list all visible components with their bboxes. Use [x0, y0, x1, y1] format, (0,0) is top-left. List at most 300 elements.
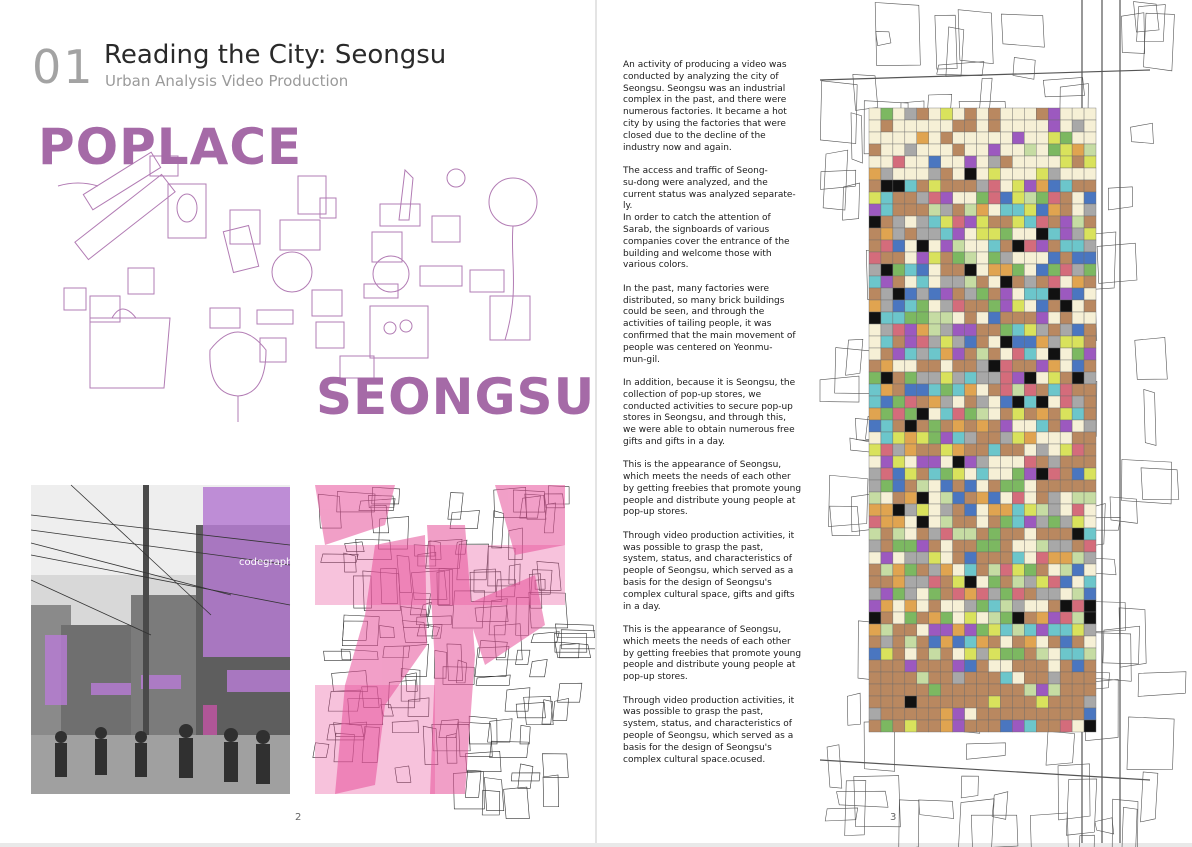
grid-cell: [1024, 360, 1036, 372]
grid-cell: [977, 444, 989, 456]
grid-cell: [953, 492, 965, 504]
grid-cell: [869, 468, 881, 480]
map-block-outline: [465, 770, 481, 797]
grid-cell: [1024, 576, 1036, 588]
grid-cell: [929, 552, 941, 564]
grid-cell: [881, 372, 893, 384]
grid-cell: [977, 588, 989, 600]
grid-cell: [1012, 696, 1024, 708]
map-block-outline: [1030, 813, 1069, 847]
grid-cell: [1048, 300, 1060, 312]
grid-cell: [1000, 480, 1012, 492]
grid-cell: [977, 156, 989, 168]
grid-cell: [941, 396, 953, 408]
grid-cell: [977, 636, 989, 648]
grid-cell: [1024, 144, 1036, 156]
grid-cell: [917, 204, 929, 216]
grid-cell: [1084, 396, 1096, 408]
grid-cell: [917, 360, 929, 372]
grid-cell: [1084, 468, 1096, 480]
grid-cell: [1012, 204, 1024, 216]
grid-cell: [1060, 288, 1072, 300]
grid-cell: [1024, 408, 1036, 420]
grid-cell: [953, 540, 965, 552]
grid-cell: [1012, 276, 1024, 288]
grid-cell: [917, 408, 929, 420]
grid-cell: [917, 576, 929, 588]
grid-cell: [917, 300, 929, 312]
grid-cell: [1036, 636, 1048, 648]
grid-cell: [1084, 492, 1096, 504]
grid-cell: [953, 120, 965, 132]
grid-cell: [1072, 576, 1084, 588]
grid-cell: [1036, 144, 1048, 156]
grid-cell: [953, 300, 965, 312]
grid-cell: [1084, 120, 1096, 132]
grid-cell: [977, 276, 989, 288]
grid-cell: [953, 108, 965, 120]
grid-cell: [1036, 456, 1048, 468]
grid-cell: [893, 372, 905, 384]
map-block-outline: [1097, 243, 1137, 283]
grid-cell: [905, 192, 917, 204]
grid-cell: [1024, 240, 1036, 252]
grid-cell: [1072, 552, 1084, 564]
map-block-outline: [543, 775, 559, 807]
map-block-outline: [850, 438, 870, 452]
grid-cell: [965, 420, 977, 432]
grid-cell: [905, 600, 917, 612]
grid-cell: [988, 252, 1000, 264]
grid-cell: [953, 288, 965, 300]
grid-cell: [1012, 324, 1024, 336]
grid-cell: [1084, 144, 1096, 156]
grid-cell: [1000, 240, 1012, 252]
grid-cell: [1084, 192, 1096, 204]
grid-cell: [1024, 384, 1036, 396]
grid-cell: [1048, 432, 1060, 444]
body-text-column: [623, 60, 805, 778]
map-block-outline: [482, 790, 500, 815]
grid-cell: [965, 468, 977, 480]
grid-cell: [988, 228, 1000, 240]
grid-cell: [917, 396, 929, 408]
grid-cell: [917, 156, 929, 168]
map-block-outline: [1143, 13, 1174, 71]
grid-cell: [1000, 648, 1012, 660]
grid-cell: [1000, 252, 1012, 264]
grid-cell: [869, 132, 881, 144]
grid-cell: [905, 528, 917, 540]
grid-cell: [881, 504, 893, 516]
grid-cell: [869, 384, 881, 396]
grid-cell: [941, 360, 953, 372]
grid-cell: [1024, 432, 1036, 444]
grid-cell: [1060, 276, 1072, 288]
grid-cell: [893, 132, 905, 144]
grid-cell: [869, 708, 881, 720]
grid-cell: [1012, 120, 1024, 132]
map-block-outline: [851, 113, 862, 163]
grid-cell: [1060, 216, 1072, 228]
grid-cell: [1048, 420, 1060, 432]
grid-cell: [988, 480, 1000, 492]
grid-cell: [977, 648, 989, 660]
grid-cell: [893, 564, 905, 576]
grid-cell: [941, 204, 953, 216]
grid-cell: [869, 204, 881, 216]
grid-cell: [929, 300, 941, 312]
map-block-outline: [966, 743, 1005, 760]
grid-cell: [1084, 696, 1096, 708]
grid-cell: [1060, 708, 1072, 720]
grid-cell: [869, 456, 881, 468]
grid-cell: [1072, 516, 1084, 528]
grid-cell: [965, 696, 977, 708]
grid-cell: [941, 312, 953, 324]
grid-cell: [917, 516, 929, 528]
grid-cell: [917, 276, 929, 288]
grid-cell: [905, 564, 917, 576]
seongsu-heading: SEONGSU: [316, 368, 596, 426]
grid-cell: [953, 144, 965, 156]
grid-cell: [1060, 480, 1072, 492]
grid-cell: [1072, 648, 1084, 660]
grid-cell: [917, 636, 929, 648]
grid-cell: [869, 540, 881, 552]
grid-cell: [1036, 516, 1048, 528]
grid-cell: [941, 648, 953, 660]
grid-cell: [869, 528, 881, 540]
grid-cell: [988, 660, 1000, 672]
grid-cell: [988, 612, 1000, 624]
grid-cell: [893, 456, 905, 468]
grid-cell: [965, 684, 977, 696]
grid-cell: [905, 660, 917, 672]
right-page: [597, 0, 1192, 843]
grid-cell: [893, 444, 905, 456]
grid-cell: [965, 180, 977, 192]
grid-cell: [905, 360, 917, 372]
grid-cell: [965, 600, 977, 612]
grid-cell: [905, 252, 917, 264]
grid-cell: [1060, 144, 1072, 156]
grid-cell: [1060, 432, 1072, 444]
grid-cell: [1084, 564, 1096, 576]
grid-cell: [1084, 240, 1096, 252]
grid-cell: [941, 528, 953, 540]
map-block-outline: [821, 170, 856, 189]
grid-cell: [917, 288, 929, 300]
grid-cell: [917, 132, 929, 144]
grid-cell: [1072, 612, 1084, 624]
grid-cell: [929, 372, 941, 384]
grid-cell: [881, 432, 893, 444]
grid-cell: [1012, 180, 1024, 192]
grid-cell: [893, 540, 905, 552]
grid-cell: [929, 348, 941, 360]
grid-cell: [929, 180, 941, 192]
grid-cell: [1048, 240, 1060, 252]
grid-cell: [1036, 408, 1048, 420]
grid-cell: [881, 348, 893, 360]
grid-cell: [1048, 408, 1060, 420]
grid-cell: [1036, 240, 1048, 252]
grid-cell: [1036, 648, 1048, 660]
grid-cell: [977, 672, 989, 684]
grid-cell: [953, 612, 965, 624]
grid-cell: [953, 408, 965, 420]
grid-cell: [1036, 660, 1048, 672]
grid-cell: [1072, 588, 1084, 600]
grid-cell: [1012, 420, 1024, 432]
pink-highlight-map: [315, 485, 565, 794]
paragraph-3: In the past, many factories were distributed, so many brick buildings could be seen, and through the activities of tailing people, it was confirmed that the main movement of people was centered on Yeonmu- mun-gil.: [623, 283, 796, 365]
grid-cell: [881, 708, 893, 720]
grid-cell: [1048, 216, 1060, 228]
grid-cell: [1012, 312, 1024, 324]
grid-cell: [1048, 252, 1060, 264]
grid-cell: [965, 624, 977, 636]
grid-cell: [965, 156, 977, 168]
grid-cell: [965, 396, 977, 408]
grid-cell: [917, 696, 929, 708]
map-block-outline: [1112, 799, 1138, 847]
grid-cell: [905, 408, 917, 420]
grid-cell: [1048, 672, 1060, 684]
grid-cell: [1036, 192, 1048, 204]
grid-cell: [1024, 696, 1036, 708]
grid-cell: [869, 636, 881, 648]
map-block-outline: [830, 506, 860, 535]
grid-cell: [1060, 420, 1072, 432]
grid-cell: [977, 612, 989, 624]
grid-cell: [905, 276, 917, 288]
grid-cell: [1036, 564, 1048, 576]
grid-cell: [893, 696, 905, 708]
grid-cell: [965, 516, 977, 528]
grid-cell: [929, 648, 941, 660]
grid-cell: [953, 312, 965, 324]
grid-cell: [977, 420, 989, 432]
grid-cell: [977, 192, 989, 204]
grid-cell: [965, 552, 977, 564]
grid-cell: [1072, 276, 1084, 288]
grid-cell: [881, 540, 893, 552]
grid-cell: [893, 432, 905, 444]
grid-cell: [1072, 408, 1084, 420]
grid-cell: [1000, 444, 1012, 456]
grid-cell: [1012, 408, 1024, 420]
grid-cell: [869, 144, 881, 156]
grid-cell: [1084, 156, 1096, 168]
grid-cell: [869, 588, 881, 600]
grid-cell: [1000, 180, 1012, 192]
grid-cell: [905, 636, 917, 648]
grid-cell: [1036, 156, 1048, 168]
grid-cell: [1060, 264, 1072, 276]
grid-cell: [988, 132, 1000, 144]
grid-cell: [1012, 564, 1024, 576]
grid-cell: [893, 156, 905, 168]
grid-cell: [1000, 372, 1012, 384]
grid-cell: [1072, 468, 1084, 480]
grid-cell: [1072, 708, 1084, 720]
grid-cell: [988, 288, 1000, 300]
grid-cell: [1084, 672, 1096, 684]
map-block-outline: [935, 15, 957, 69]
grid-cell: [977, 552, 989, 564]
grid-cell: [917, 528, 929, 540]
grid-cell: [1036, 228, 1048, 240]
grid-cell: [941, 492, 953, 504]
map-block-outline: [1103, 626, 1140, 664]
grid-cell: [905, 576, 917, 588]
grid-cell: [977, 372, 989, 384]
street-network-map: [315, 485, 565, 794]
grid-cell: [917, 624, 929, 636]
grid-cell: [917, 348, 929, 360]
grid-cell: [881, 720, 893, 732]
grid-cell: [893, 576, 905, 588]
grid-cell: [941, 660, 953, 672]
grid-cell: [1072, 660, 1084, 672]
grid-cell: [965, 384, 977, 396]
grid-cell: [929, 540, 941, 552]
grid-cell: [1084, 384, 1096, 396]
grid-cell: [1036, 528, 1048, 540]
grid-cell: [1084, 300, 1096, 312]
grid-cell: [1036, 168, 1048, 180]
grid-cell: [929, 708, 941, 720]
grid-cell: [977, 492, 989, 504]
grid-cell: [1036, 312, 1048, 324]
grid-cell: [1072, 192, 1084, 204]
grid-cell: [1084, 252, 1096, 264]
chapter-subtitle: Urban Analysis Video Production: [105, 72, 349, 90]
grid-cell: [988, 540, 1000, 552]
grid-cell: [1072, 252, 1084, 264]
grid-cell: [953, 396, 965, 408]
grid-cell: [1072, 120, 1084, 132]
grid-cell: [988, 432, 1000, 444]
grid-cell: [1060, 660, 1072, 672]
grid-cell: [905, 120, 917, 132]
grid-cell: [988, 648, 1000, 660]
grid-cell: [929, 324, 941, 336]
grid-cell: [1000, 576, 1012, 588]
grid-cell: [953, 576, 965, 588]
grid-cell: [1048, 168, 1060, 180]
grid-cell: [1084, 720, 1096, 732]
grid-cell: [953, 552, 965, 564]
grid-cell: [941, 180, 953, 192]
grid-cell: [929, 396, 941, 408]
grid-cell: [1072, 432, 1084, 444]
grid-cell: [1024, 684, 1036, 696]
grid-cell: [881, 456, 893, 468]
grid-cell: [1072, 600, 1084, 612]
grid-cell: [1072, 228, 1084, 240]
grid-cell: [953, 252, 965, 264]
grid-cell: [1072, 456, 1084, 468]
grid-cell: [1084, 408, 1096, 420]
grid-cell: [941, 588, 953, 600]
paragraph-8: Through video production activities, it was possible to grasp the past, system, status, and characteristics of people of Seongsu, which served as a basis for the design of Seongsu's complex cultural space.ocused.: [623, 695, 795, 765]
grid-cell: [1060, 156, 1072, 168]
grid-cell: [1060, 444, 1072, 456]
grid-cell: [1000, 348, 1012, 360]
grid-cell: [941, 420, 953, 432]
grid-cell: [1012, 492, 1024, 504]
grid-cell: [941, 444, 953, 456]
grid-cell: [1036, 600, 1048, 612]
grid-cell: [929, 576, 941, 588]
grid-cell: [1084, 264, 1096, 276]
grid-cell: [881, 144, 893, 156]
grid-cell: [881, 360, 893, 372]
grid-cell: [941, 696, 953, 708]
grid-cell: [1036, 480, 1048, 492]
grid-cell: [953, 468, 965, 480]
grid-cell: [1072, 420, 1084, 432]
grid-cell: [941, 576, 953, 588]
grid-cell: [1012, 432, 1024, 444]
map-block-outline: [448, 493, 463, 520]
grid-cell: [1084, 336, 1096, 348]
grid-cell: [1012, 252, 1024, 264]
grid-cell: [1012, 552, 1024, 564]
grid-cell: [1024, 300, 1036, 312]
grid-cell: [1048, 600, 1060, 612]
grid-cell: [965, 408, 977, 420]
grid-cell: [905, 468, 917, 480]
grid-cell: [869, 696, 881, 708]
grid-cell: [869, 600, 881, 612]
map-block-outline: [561, 630, 598, 649]
grid-cell: [1036, 276, 1048, 288]
grid-cell: [1012, 300, 1024, 312]
paragraph-7: This is the appearance of Seongsu, which meets the needs of each other by getting freebies that promote young people and distribute young people at pop-up stores.: [623, 625, 802, 683]
grid-cell: [1060, 720, 1072, 732]
grid-cell: [941, 456, 953, 468]
grid-cell: [1036, 360, 1048, 372]
grid-cell: [988, 372, 1000, 384]
grid-cell: [905, 300, 917, 312]
grid-cell: [953, 420, 965, 432]
grid-cell: [893, 624, 905, 636]
grid-cell: [1072, 372, 1084, 384]
grid-cell: [965, 648, 977, 660]
map-block-outline: [511, 773, 540, 781]
grid-cell: [941, 252, 953, 264]
grid-cell: [965, 312, 977, 324]
grid-cell: [953, 240, 965, 252]
grid-cell: [893, 384, 905, 396]
grid-cell: [965, 480, 977, 492]
grid-cell: [881, 480, 893, 492]
grid-cell: [1000, 660, 1012, 672]
grid-cell: [1036, 288, 1048, 300]
grid-cell: [881, 696, 893, 708]
grid-cell: [1012, 624, 1024, 636]
grid-cell: [953, 192, 965, 204]
grid-cell: [965, 228, 977, 240]
grid-cell: [977, 180, 989, 192]
grid-cell: [1012, 216, 1024, 228]
grid-cell: [965, 444, 977, 456]
grid-cell: [905, 240, 917, 252]
